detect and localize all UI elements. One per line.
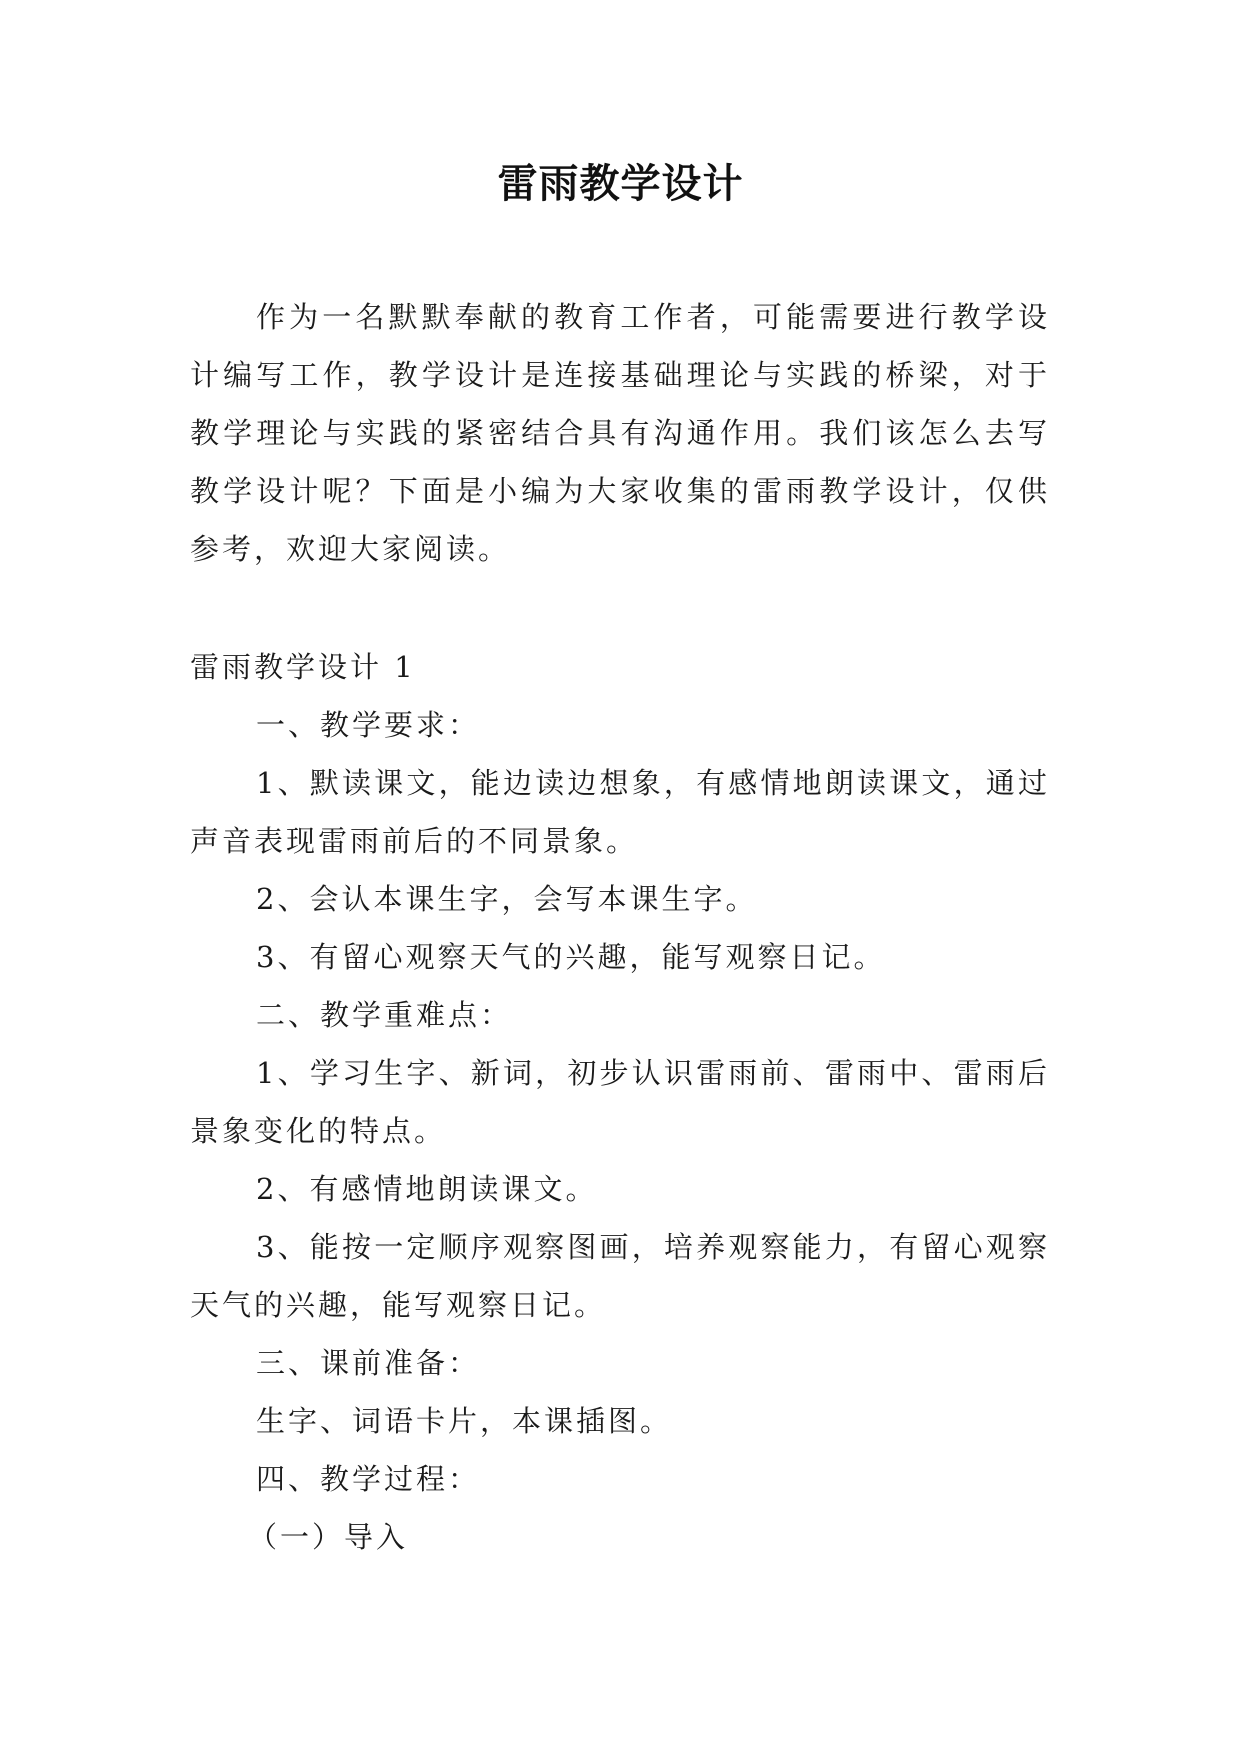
list-item: 2、有感情地朗读课文。: [256, 1172, 598, 1206]
subheading-introduction: （一）导入: [248, 1520, 409, 1554]
heading-teaching-process: 四、教学过程：: [256, 1462, 481, 1496]
document-title: 雷雨教学设计: [497, 161, 744, 207]
section-heading: 雷雨教学设计 1: [190, 650, 416, 684]
heading-preparation: 三、课前准备：: [256, 1346, 481, 1380]
list-item: 3、能按一定顺序观察图画，培养观察能力，有留心观察天气的兴趣，能写观察日记。: [190, 1230, 1050, 1322]
intro-paragraph: 作为一名默默奉献的教育工作者，可能需要进行教学设计编写工作，教学设计是连接基础理论与实践的桥梁，对于教学理论与实践的紧密结合具有沟通作用。我们该怎么去写教学设计呢？下面是小编为大家收集的雷雨教学设计，仅供参考，欢迎大家阅读。: [190, 300, 1050, 566]
list-item: 3、有留心观察天气的兴趣，能写观察日记。: [256, 940, 886, 974]
list-item: 1、学习生字、新词，初步认识雷雨前、雷雨中、雷雨后景象变化的特点。: [190, 1056, 1050, 1148]
heading-key-points: 二、教学重难点：: [256, 998, 513, 1032]
list-item: 生字、词语卡片，本课插图。: [256, 1404, 673, 1438]
heading-teaching-requirements: 一、教学要求：: [256, 708, 481, 742]
document-body: [190, 638, 1050, 1566]
list-item: 1、默读课文，能边读边想象，有感情地朗读课文，通过声音表现雷雨前后的不同景象。: [190, 766, 1050, 858]
list-item: 2、会认本课生字，会写本课生字。: [256, 882, 758, 916]
